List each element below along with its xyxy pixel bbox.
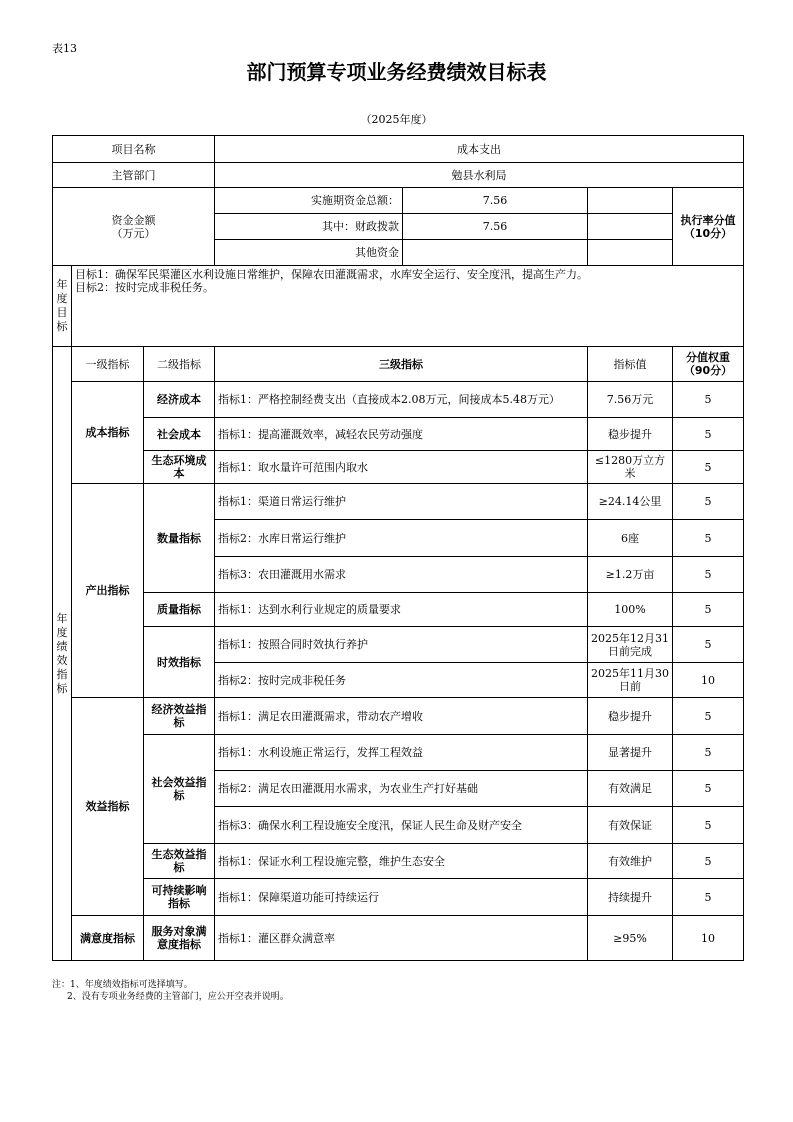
goal-1: 目标1：确保军民渠灌区水利设施日常维护，保障农田灌溉需求，水库安全运行、安全度汛，提高生产力。 xyxy=(75,268,588,281)
dept-label: 主管部门 xyxy=(53,163,215,188)
indicator-value-cell: 有效维护 xyxy=(588,844,673,879)
indicator-value-cell: 7.56万元 xyxy=(588,382,673,418)
goal-2: 目标2：按时完成非税任务。 xyxy=(75,281,214,294)
level3-cell: 指标1：灌区群众满意率 xyxy=(215,916,588,961)
weight-cell: 5 xyxy=(673,771,744,807)
weight-cell: 5 xyxy=(673,627,744,663)
level2-cell: 生态环境成本 xyxy=(144,451,215,484)
fiscal-fund-label: 其中：财政拨款 xyxy=(215,214,403,240)
weight-header: 分值权重（90分） xyxy=(673,347,744,382)
level2-cell: 服务对象满意度指标 xyxy=(144,916,215,961)
table-row xyxy=(53,698,744,735)
weight-cell: 5 xyxy=(673,807,744,844)
table-row xyxy=(53,451,744,484)
level3-cell: 指标1：保障渠道功能可持续运行 xyxy=(215,879,588,916)
performance-table xyxy=(52,135,744,961)
weight-cell: 5 xyxy=(673,879,744,916)
level3-cell: 指标1：满足农田灌溉需求，带动农产增收 xyxy=(215,698,588,735)
level2-cell: 社会效益指标 xyxy=(144,735,215,844)
total-fund-label: 实施期资金总额： xyxy=(215,188,403,214)
other-fund-value xyxy=(403,240,588,266)
level3-cell: 指标1：提高灌溉效率，减轻农民劳动强度 xyxy=(215,418,588,451)
level2-cell: 可持续影响指标 xyxy=(144,879,215,916)
project-name-label: 项目名称 xyxy=(53,136,215,163)
table-number: 表13 xyxy=(52,42,77,55)
level3-cell: 指标1：严格控制经费支出（直接成本2.08万元，间接成本5.48万元） xyxy=(215,382,588,418)
level3-cell: 指标2：满足农田灌溉用水需求，为农业生产打好基础 xyxy=(215,771,588,807)
weight-cell: 10 xyxy=(673,916,744,961)
indicator-value-cell: 持续提升 xyxy=(588,879,673,916)
indicator-value-cell: 稳步提升 xyxy=(588,418,673,451)
notes xyxy=(52,979,289,1003)
dept-value: 勉县水利局 xyxy=(215,163,744,188)
indicator-value-cell: ≥24.14公里 xyxy=(588,484,673,520)
level2-cell: 质量指标 xyxy=(144,593,215,627)
weight-cell: 5 xyxy=(673,520,744,557)
weight-cell: 5 xyxy=(673,451,744,484)
weight-cell: 5 xyxy=(673,382,744,418)
level1-cell: 成本指标 xyxy=(72,382,144,484)
level2-cell: 时效指标 xyxy=(144,627,215,698)
total-fund-value: 7.56 xyxy=(403,188,588,214)
level3-cell: 指标1：达到水利行业规定的质量要求 xyxy=(215,593,588,627)
other-fund-label: 其他资金 xyxy=(215,240,403,266)
table-row xyxy=(53,484,744,520)
table-row xyxy=(53,879,744,916)
table-row xyxy=(53,627,744,663)
table-row xyxy=(53,844,744,879)
level1-header: 一级指标 xyxy=(72,347,144,382)
indicator-value-cell: 6座 xyxy=(588,520,673,557)
level2-cell: 社会成本 xyxy=(144,418,215,451)
level3-cell: 指标3：确保水利工程设施安全度汛，保证人民生命及财产安全 xyxy=(215,807,588,844)
fund-amount-label: 资金金额（万元） xyxy=(53,188,215,266)
level3-cell: 指标3：农田灌溉用水需求 xyxy=(215,557,588,593)
fiscal-fund-value: 7.56 xyxy=(403,214,588,240)
level1-cell: 满意度指标 xyxy=(72,916,144,961)
weight-cell: 5 xyxy=(673,484,744,520)
indicator-value-cell: ≤1280万立方米 xyxy=(588,451,673,484)
level2-header: 二级指标 xyxy=(144,347,215,382)
indicator-value-cell: 100% xyxy=(588,593,673,627)
weight-cell: 5 xyxy=(673,735,744,771)
execution-score-label: 执行率分值（10分） xyxy=(673,188,744,266)
level3-cell: 指标1：渠道日常运行维护 xyxy=(215,484,588,520)
weight-cell: 5 xyxy=(673,698,744,735)
level2-cell: 生态效益指标 xyxy=(144,844,215,879)
level3-cell: 指标2：水库日常运行维护 xyxy=(215,520,588,557)
indicator-value-cell: 有效满足 xyxy=(588,771,673,807)
indicator-value-cell: ≥95% xyxy=(588,916,673,961)
level1-cell: 产出指标 xyxy=(72,484,144,698)
table-row xyxy=(53,735,744,771)
level3-cell: 指标1：取水量许可范围内取水 xyxy=(215,451,588,484)
annual-indicator-label: 年度绩效指标 xyxy=(53,347,72,961)
table-row xyxy=(53,382,744,418)
project-name-value: 成本支出 xyxy=(215,136,744,163)
level3-cell: 指标2：按时完成非税任务 xyxy=(215,663,588,698)
indicator-value-cell: 2025年11月30日前 xyxy=(588,663,673,698)
page-title: 部门预算专项业务经费绩效目标表 xyxy=(246,60,547,84)
weight-cell: 5 xyxy=(673,557,744,593)
annual-goal-label: 年度目标 xyxy=(53,266,72,347)
weight-cell: 5 xyxy=(673,844,744,879)
table-row xyxy=(53,593,744,627)
level3-cell: 指标1：保证水利工程设施完整，维护生态安全 xyxy=(215,844,588,879)
table-row xyxy=(53,916,744,961)
level2-cell: 数量指标 xyxy=(144,484,215,593)
level2-cell: 经济成本 xyxy=(144,382,215,418)
indicator-value-cell: 稳步提升 xyxy=(588,698,673,735)
weight-cell: 5 xyxy=(673,418,744,451)
weight-cell: 10 xyxy=(673,663,744,698)
indicator-value-cell: 2025年12月31日前完成 xyxy=(588,627,673,663)
note-1: 注：1、年度绩效指标可选择填写。 xyxy=(52,980,193,990)
indicator-value-cell: 有效保证 xyxy=(588,807,673,844)
weight-cell: 5 xyxy=(673,593,744,627)
year-label: （2025年度） xyxy=(360,113,433,126)
indicator-value-cell: 显著提升 xyxy=(588,735,673,771)
indicator-value-cell: ≥1.2万亩 xyxy=(588,557,673,593)
level3-header: 三级指标 xyxy=(215,347,588,382)
level3-cell: 指标1：按照合同时效执行养护 xyxy=(215,627,588,663)
note-2: 2、没有专项业务经费的主管部门，应公开空表并说明。 xyxy=(67,992,289,1002)
annual-goal-content xyxy=(72,266,744,347)
value-header: 指标值 xyxy=(588,347,673,382)
level2-cell: 经济效益指标 xyxy=(144,698,215,735)
level1-cell: 效益指标 xyxy=(72,698,144,916)
table-row xyxy=(53,418,744,451)
level3-cell: 指标1：水利设施正常运行，发挥工程效益 xyxy=(215,735,588,771)
